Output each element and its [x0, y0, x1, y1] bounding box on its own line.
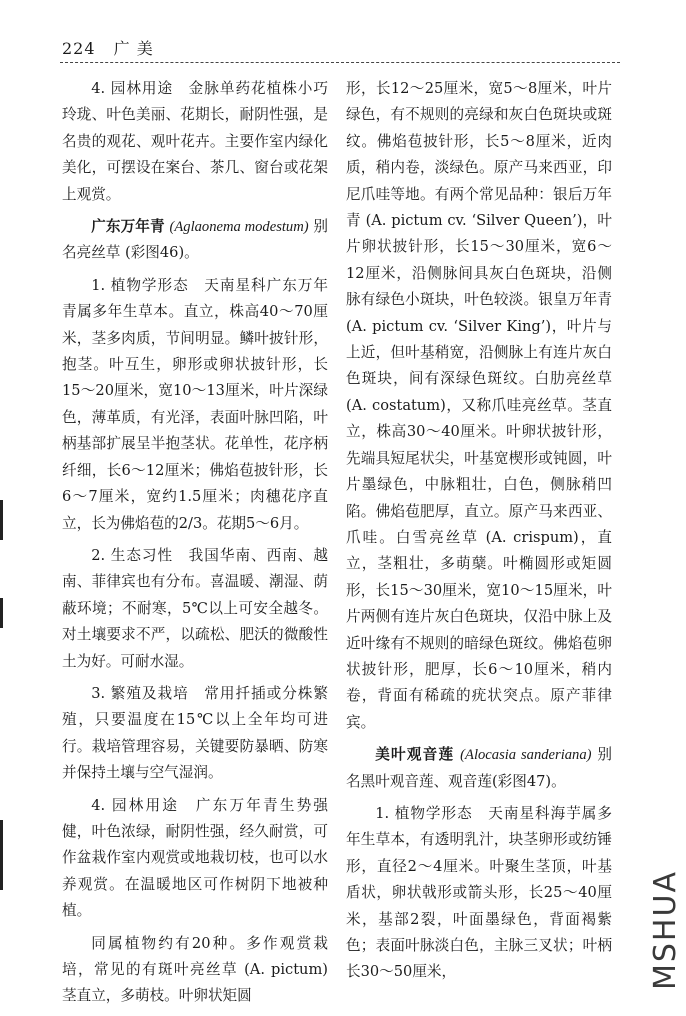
- paragraph: 形，长12～25厘米，宽5～8厘米，叶片绿色，有不规则的亮绿和灰白色斑块或斑纹。佛焰苞披针形，长5～8厘米，近肉质，稍内卷，淡绿色。原产马来西亚，印尼爪哇等地。有两个常见品种：银后万年青 (A. pictum cv. ‘Silver Queen’)，叶片卵状披针形，长15～30厘米，宽6～12厘米，沿侧脉间具灰白色斑块，沿侧脉有绿色小斑块，叶色较淡。银皇万年青 (A. pictum cv. ‘Silver King’)，叶片与上近，但叶基稍宽，沿侧脉上有连片灰白色斑块，间有深绿色斑纹。白肋亮丝草 (A. costatum)，又称爪哇亮丝草。茎直立，株高30～40厘米。叶卵状披针形，先端具短尾状尖，叶基宽楔形或钝圆，叶片墨绿色，中脉粗壮，白色，侧脉稍凹陷。佛焰苞肥厚，直立。原产马来西亚、爪哇。白雪亮丝草 (A. crispum)，直立，茎粗壮，多萌蘖。叶椭圆形或矩圆形，长15～30厘米，宽10～15厘米，叶片两侧有连片灰白色斑块，仅沿中脉上及近叶缘有不规则的暗绿色斑纹。佛焰苞卵状披针形，肥厚，长6～10厘米，稍内卷，背面有稀疏的疣状突点。原产菲律宾。: [346, 80, 612, 731]
- scan-edge-mark: [0, 820, 3, 890]
- species-alias: 别名黑叶观音莲、观音莲(彩图47)。: [346, 746, 612, 790]
- paragraph: 4. 园林用途 金脉单药花植株小巧玲珑、叶色美丽、花期长，耐阴性强，是名贵的观花、观叶花卉。主要作室内绿化美化，可摆设在案台、茶几、窗台或花架上观赏。: [62, 80, 328, 203]
- watermark: MSHUA: [648, 870, 683, 990]
- species-name: 广东万年青: [91, 218, 165, 236]
- page-number: 224: [62, 39, 96, 58]
- header-rule: [60, 62, 620, 63]
- species-latin-name: (Alocasia sanderiana): [460, 747, 592, 764]
- paragraph: 1. 植物学形态 天南星科海芋属多年生草本，有透明乳汁，块茎卵形或纺锤形，直径2～4厘米。叶聚生茎顶，叶基盾状，卵状戟形或箭头形，长25～40厘米，基部2裂，叶面墨绿色，背面褐紫色；表面叶脉淡白色，主脉三叉状；叶柄长30～50厘米，: [346, 804, 612, 981]
- paragraph: 4. 园林用途 广东万年青生势强健，叶色浓绿，耐阴性强，经久耐赏，可作盆栽作室内观赏或地栽切枝，也可以水养观赏。在温暖地区可作树阴下地被种植。: [62, 796, 328, 920]
- species-latin-name: (Aglaonema modestum): [169, 219, 309, 236]
- right-column: [346, 76, 612, 992]
- species-entry-heading: [346, 742, 612, 795]
- paragraph: 1. 植物学形态 天南星科广东万年青属多年生草本。直立，株高40～70厘米，茎多肉质，节间明显。鳞叶披针形，抱茎。叶互生，卵形或卵状披针形，长15～20厘米，宽10～13厘米，叶片深绿色，薄革质，有光泽，表面叶脉凹陷，叶柄基部扩展呈半抱茎状。花单性，花序柄纤细，长6～12厘米；佛焰苞披针形，长6～7厘米，宽约1.5厘米；肉穗花序直立，长为佛焰苞的2/3。花期5～6月。: [62, 276, 328, 532]
- page-header: [62, 36, 154, 59]
- paragraph: 同属植物约有20种。多作观赏栽培，常见的有斑叶亮丝草 (A. pictum) 茎直立，多萌枝。叶卵状矩圆: [62, 934, 328, 1005]
- species-alias: 别名亮丝草 (彩图46)。: [62, 218, 329, 262]
- paragraph: 2. 生态习性 我国华南、西南、越南、菲律宾也有分布。喜温暖、潮湿、荫蔽环境；不耐寒，5℃以上可安全越冬。对土壤要求不严，以疏松、肥沃的微酸性土为好。可耐水湿。: [62, 546, 328, 670]
- paragraph: 3. 繁殖及栽培 常用扦插或分株繁殖，只要温度在15℃以上全年均可进行。栽培管理容易，关键要防暴晒、防寒并保持土壤与空气湿润。: [62, 684, 328, 782]
- scan-edge-mark: [0, 500, 3, 540]
- species-entry-heading: [62, 214, 328, 267]
- running-title: 广 美: [113, 39, 154, 58]
- species-name: 美叶观音莲: [375, 746, 455, 764]
- left-column: [62, 76, 328, 1016]
- scan-edge-mark: [0, 598, 3, 628]
